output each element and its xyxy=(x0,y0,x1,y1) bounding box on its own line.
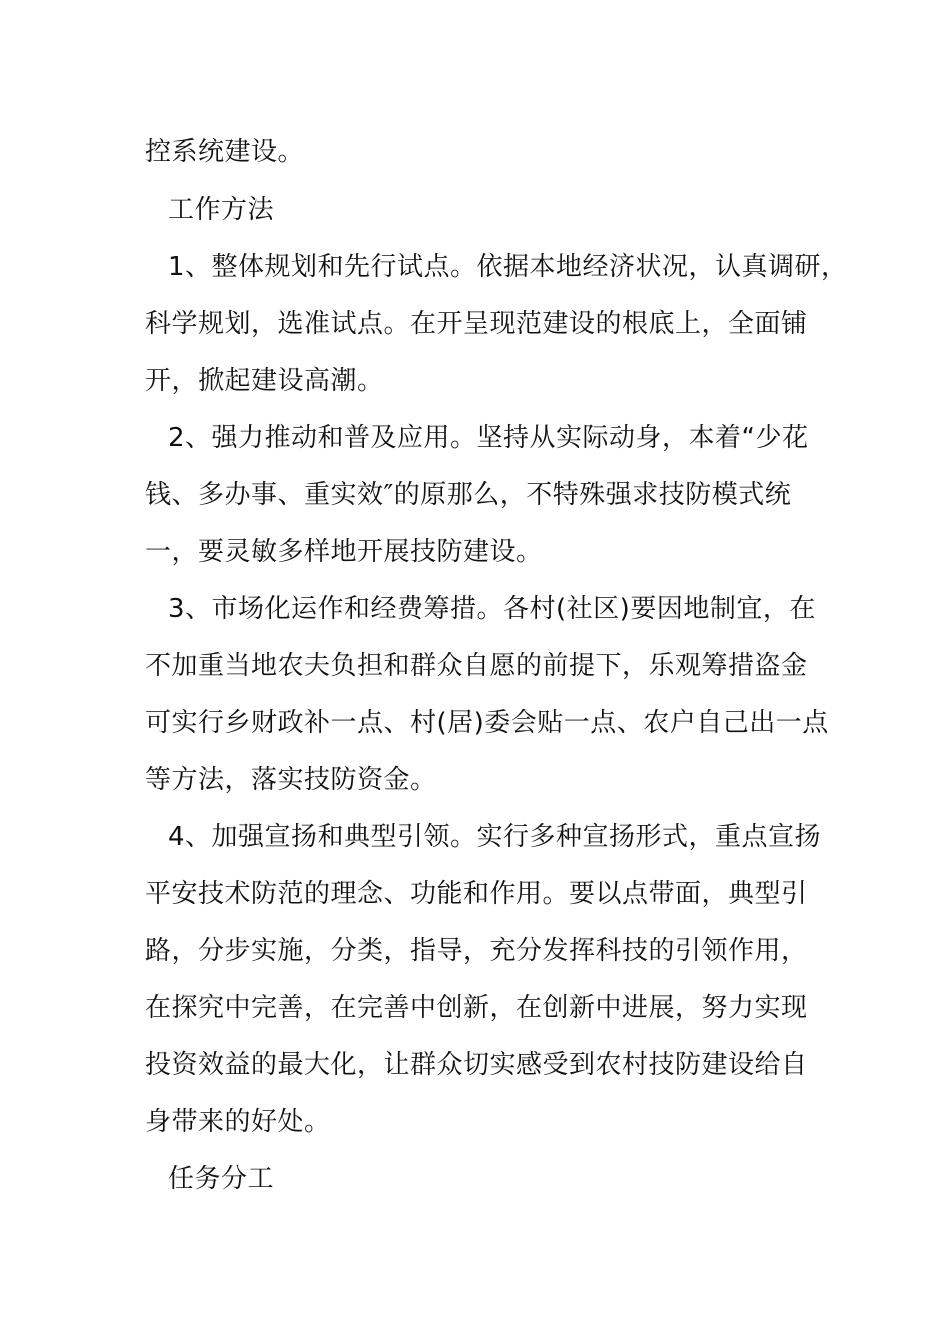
body-text-line: 路，分步实施，分类，指导，充分发挥科技的引领作用， xyxy=(145,936,808,966)
body-text-line: 可实行乡财政补一点、村(居)委会贴一点、农户自己出一点 xyxy=(145,708,829,738)
body-text-line: 3、市场化运作和经费筹措。各村(社区)要因地制宜，在 xyxy=(168,594,816,624)
body-text-line: 控系统建设。 xyxy=(145,137,305,167)
body-text-line: 2、强力推动和普及应用。坚持从实际动身，本着“少花 xyxy=(168,423,809,453)
body-text-line: 不加重当地农夫负担和群众自愿的前提下，乐观筹措盗金 xyxy=(145,651,808,681)
section-heading-task-division: 任务分工 xyxy=(168,1164,275,1194)
body-text-line: 1、整体规划和先行试点。依据本地经济状况，认真调研， xyxy=(168,252,848,282)
section-heading-work-method: 工作方法 xyxy=(168,195,275,225)
body-text-line: 投资效益的最大化，让群众切实感受到农村技防建设给自 xyxy=(145,1050,808,1080)
body-text-line: 在探究中完善，在完善中创新，在创新中进展，努力实现 xyxy=(145,993,808,1023)
body-text-line: 开，掀起建设高潮。 xyxy=(145,366,384,396)
body-text-line: 身带来的好处。 xyxy=(145,1107,331,1137)
body-text-line: 科学规划，选准试点。在开呈现范建设的根底上，全面铺 xyxy=(145,309,808,339)
body-text-line: 4、加强宣扬和典型引领。实行多种宣扬形式，重点宣扬 xyxy=(168,822,822,852)
body-text-line: 钱、多办事、重实效″的原那么，不特殊强求技防模式统 xyxy=(145,480,792,510)
body-text-line: 平安技术防范的理念、功能和作用。要以点带面，典型引 xyxy=(145,879,808,909)
body-text-line: 等方法，落实技防资金。 xyxy=(145,765,437,795)
body-text-line: 一，要灵敏多样地开展技防建设。 xyxy=(145,537,543,567)
